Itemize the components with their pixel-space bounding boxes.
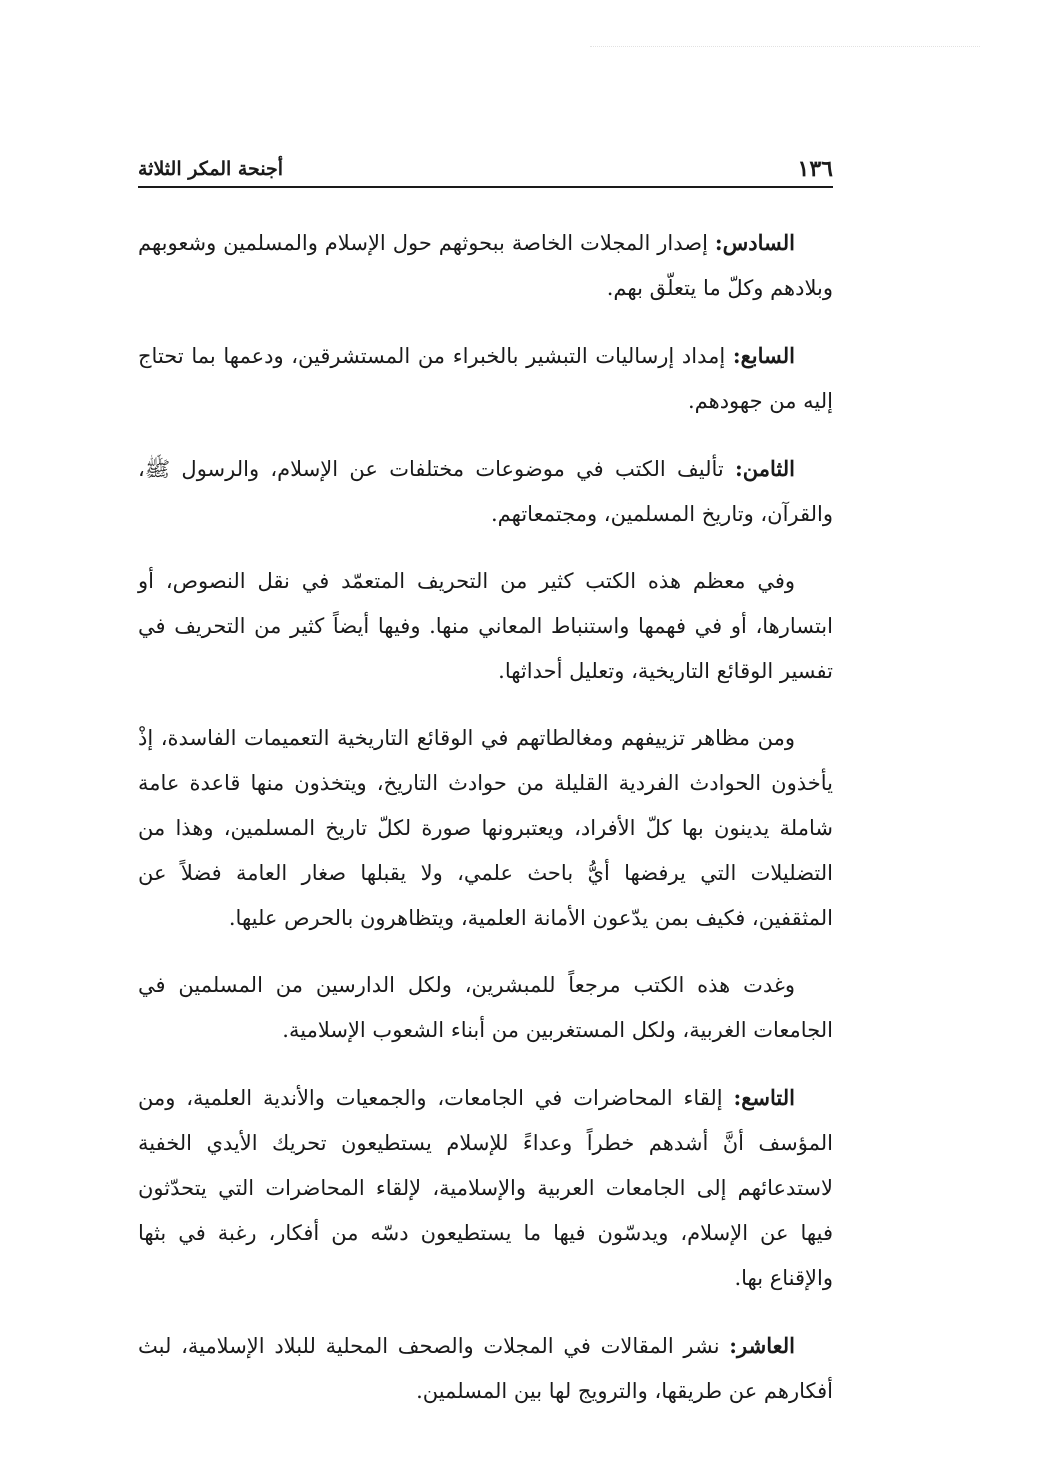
paragraph-sixth (138, 220, 833, 311)
paragraph-seventh (138, 333, 833, 424)
paragraph-label: التاسع: (733, 1085, 795, 1110)
running-header-title: أجنحة المكر الثلاثة (138, 158, 284, 180)
paragraph-generalizations (138, 716, 833, 941)
header-rule (138, 186, 833, 188)
paragraph-distortion (138, 559, 833, 694)
paragraph-text: إمداد إرساليات التبشير بالخبراء من المستشرقين، ودعمها بما تحتاج إليه من جهودهم. (138, 344, 833, 413)
scan-artifact-line (590, 46, 980, 47)
paragraph-label: العاشر: (729, 1333, 795, 1358)
paragraph-ninth (138, 1075, 833, 1301)
paragraph-label: الثامن: (735, 456, 795, 481)
paragraph-text: إصدار المجلات الخاصة ببحوثهم حول الإسلام والمسلمين وشعوبهم وبلادهم وكلّ ما يتعلّق بهم. (138, 231, 833, 300)
paragraph-text: وغدت هذه الكتب مرجعاً للمبشرين، ولكل الدارسين من المسلمين في الجامعات الغربية، ولكل المستغربين من أبناء الشعوب الإسلامية. (138, 973, 833, 1042)
paragraph-text: تأليف الكتب في موضوعات مختلفات عن الإسلام، والرسول ﷺ، والقرآن، وتاريخ المسلمين، ومجتمعاتهم. (138, 457, 833, 526)
paragraph-text: إلقاء المحاضرات في الجامعات، والجمعيات والأندية العلمية، ومن المؤسف أنَّ أشدهم خطراً وعداءً للإسلام يستطيعون تحريك الأيدي الخفية لاستدعائهم إلى الجامعات العربية والإسلامية، لإلقاء المحاضرات التي يتحدّثون فيها عن الإسلام، ويدسّون فيها ما يستطيعون دسّه من أفكار، رغبة في بثها والإقناع بها. (138, 1086, 833, 1290)
paragraph-label: السابع: (732, 343, 795, 368)
paragraph-references (138, 963, 833, 1053)
page-body (138, 220, 833, 1436)
page-number: ١٣٦ (797, 156, 833, 182)
paragraph-eighth (138, 446, 833, 537)
running-header (138, 150, 833, 190)
paragraph-tenth (138, 1323, 833, 1414)
paragraph-text: نشر المقالات في المجلات والصحف المحلية للبلاد الإسلامية، لبث أفكارهم عن طريقها، والترويج لها بين المسلمين. (138, 1334, 833, 1403)
paragraph-text: ومن مظاهر تزييفهم ومغالطاتهم في الوقائع التاريخية التعميمات الفاسدة، إذْ يأخذون الحوادث الفردية القليلة من حوادث التاريخ، ويتخذون منها قاعدة عامة شاملة يدينون بها كلّ الأفراد، ويعتبرونها صورة لكلّ تاريخ المسلمين، وهذا من التضليلات التي يرفضها أيُّ باحث علمي، ولا يقبلها صغار العامة فضلاً عن المثقفين، فكيف بمن يدّعون الأمانة العلمية، ويتظاهرون بالحرص عليها. (138, 726, 833, 930)
paragraph-text: وفي معظم هذه الكتب كثير من التحريف المتعمّد في نقل النصوص، أو ابتسارها، أو في فهمها واستنباط المعاني منها. وفيها أيضاً كثير من التحريف في تفسير الوقائع التاريخية، وتعليل أحداثها. (138, 569, 833, 683)
paragraph-label: السادس: (714, 230, 795, 255)
